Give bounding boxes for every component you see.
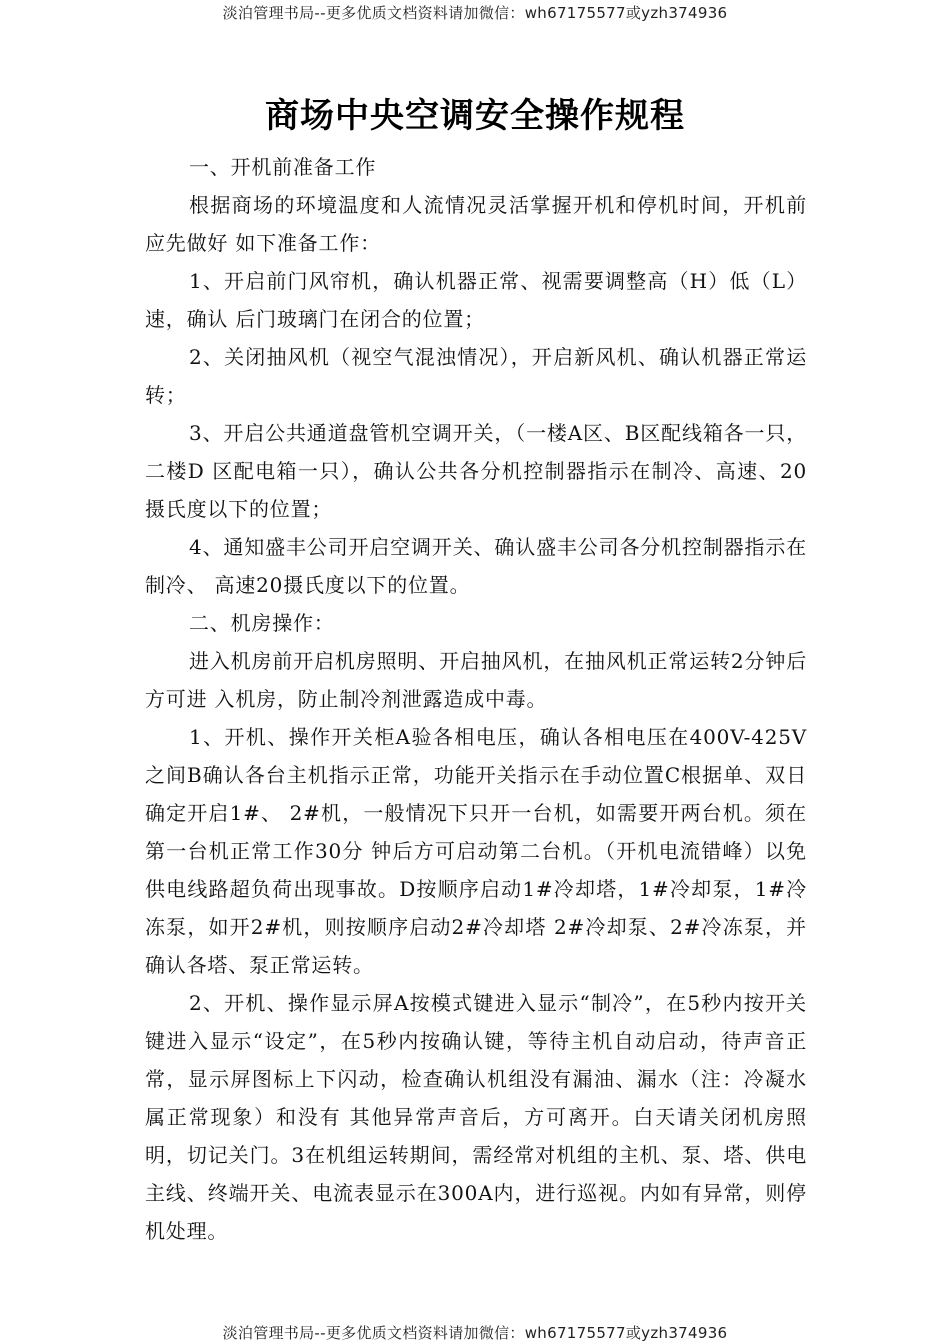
paragraph-step-2: 2、关闭抽风机（视空气混浊情况），开启新风机、确认机器正常运转； <box>145 345 807 407</box>
footer-watermark-note: 淡泊管理书局--更多优质文档资料请加微信：wh67175577或yzh374936 <box>222 1324 728 1342</box>
section-heading-pre-start: 一、开机前准备工作 <box>189 155 377 179</box>
paragraph-step-1: 1、开启前门风帘机，确认机器正常、视需要调整高（H）低（L）速，确认 后门玻璃门在闭合的位置； <box>145 269 807 331</box>
header-watermark-note: 淡泊管理书局--更多优质文档资料请加微信：wh67175577或yzh374936 <box>222 4 728 22</box>
paragraph-machine-room-step-1: 1、开机、操作开关柜A验各相电压，确认各相电压在400V-425V之间B确认各台主机指示正常，功能开关指示在手动位置C根据单、双日确定开启1#、 2#机，一般情况下只开一台机，如需要开两台机。须在第一台机正常工作30分 钟后方可启动第二台机。（开机电流错峰）以免供电线路超负荷出现事故。D按顺序启动1#冷却塔，1#冷却泵，1#冷冻泵，如开2#机，则按顺序启动2#冷却塔 2#冷却泵、2#冷冻泵，并确认各塔、泵正常运转。 <box>145 725 807 977</box>
paragraph-intro: 根据商场的环境温度和人流情况灵活掌握开机和停机时间，开机前应先做好 如下准备工作： <box>145 193 807 255</box>
paragraph-machine-room-intro: 进入机房前开启机房照明、开启抽风机，在抽风机正常运转2分钟后方可进 入机房，防止制冷剂泄露造成中毒。 <box>145 649 807 711</box>
section-heading-machine-room: 二、机房操作： <box>189 611 335 635</box>
paragraph-step-3: 3、开启公共通道盘管机空调开关，（一楼A区、B区配线箱各一只，二楼D 区配电箱一只），确认公共各分机控制器指示在制冷、高速、20摄氏度以下的位置； <box>145 421 807 521</box>
paragraph-machine-room-step-2: 2、开机、操作显示屏A按模式键进入显示“制冷”，在5秒内按开关键进入显示“设定”，在5秒内按确认键，等待主机自动启动，待声音正常，显示屏图标上下闪动，检查确认机组没有漏油、漏水（注：冷凝水属正常现象）和没有 其他异常声音后，方可离开。白天请关闭机房照明，切记关门。3在机组运转期间，需经常对机组的主机、泵、塔、供电主线、终端开关、电流表显示在300A内，进行巡视。内如有异常，则停机处理。 <box>145 991 807 1243</box>
paragraph-step-4: 4、通知盛丰公司开启空调开关、确认盛丰公司各分机控制器指示在制冷、 高速20摄氏度以下的位置。 <box>145 535 807 597</box>
document-body <box>145 148 807 1250</box>
page-title: 商场中央空调安全操作规程 <box>265 96 685 136</box>
